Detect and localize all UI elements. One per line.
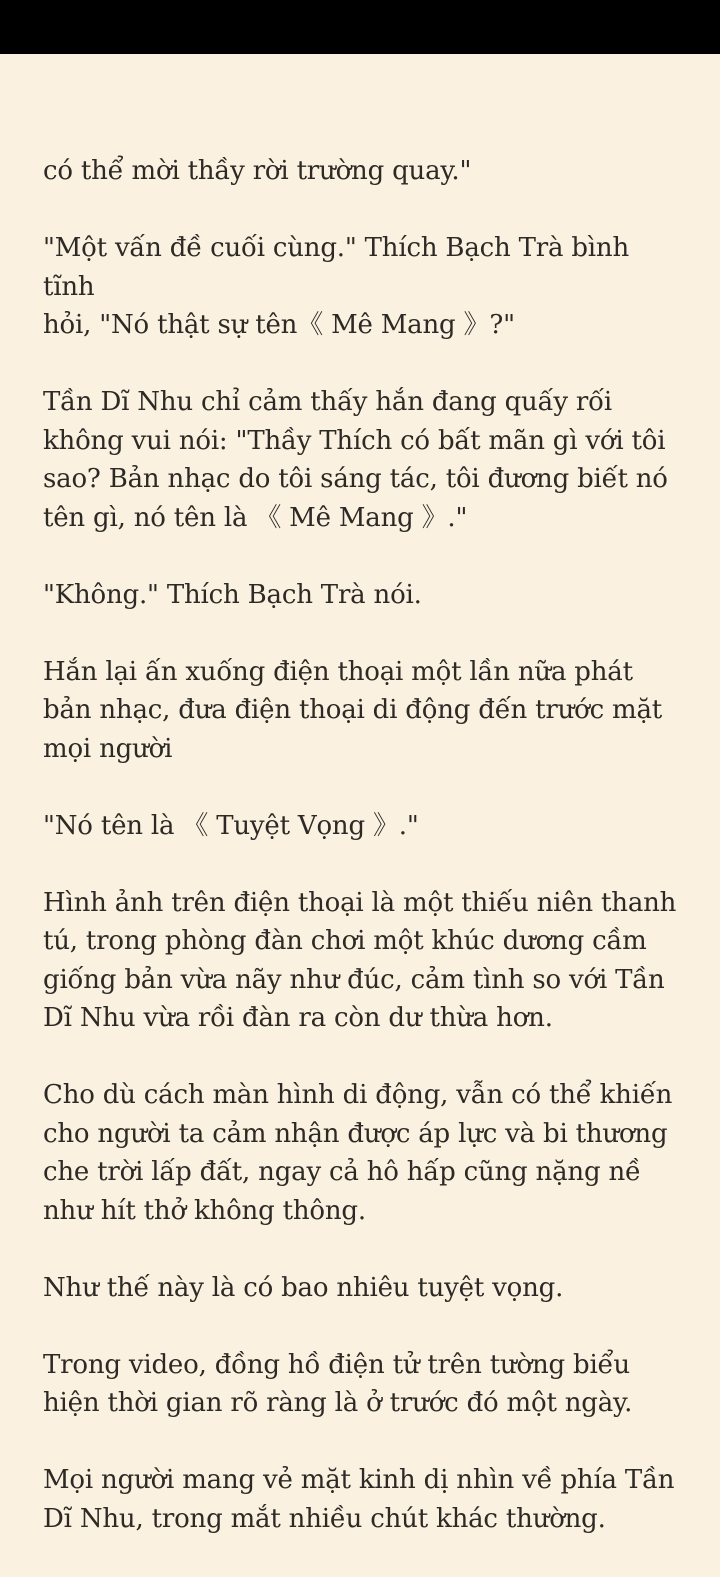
paragraph: Hình ảnh trên điện thoại là một thiếu niên thanh tú, trong phòng đàn chơi một khúc dương cầm giống bản vừa nãy như đúc, cảm tình so với Tần Dĩ Nhu vừa rồi đàn ra còn dư thừa hơn. — [43, 887, 677, 1033]
paragraph: Như thế này là có bao nhiêu tuyệt vọng. — [43, 1272, 564, 1303]
paragraph: Mọi người mang vẻ mặt kinh dị nhìn về phía Tần Dĩ Nhu, trong mắt nhiều chút khác thường. — [43, 1465, 675, 1534]
paragraph: "Một vấn đề cuối cùng." Thích Bạch Trà bình tĩnh hỏi, "Nó thật sự tên《 Mê Mang 》?" — [43, 233, 629, 340]
paragraph: Cho dù cách màn hình di động, vẫn có thể khiến cho người ta cảm nhận được áp lực và bi thương che trời lấp đất, ngay cả hô hấp cũng nặng nề như hít thở không thông. — [43, 1080, 673, 1226]
reader-page[interactable] — [0, 54, 720, 1560]
status-bar — [0, 0, 720, 54]
paragraph: Tần Dĩ Nhu chỉ cảm thấy hắn đang quấy rối không vui nói: "Thầy Thích có bất mãn gì với tôi sao? Bản nhạc do tôi sáng tác, tôi đương biết nó tên gì, nó tên là 《 Mê Mang 》." — [43, 387, 668, 533]
paragraph: "Nó tên là 《 Tuyệt Vọng 》." — [43, 810, 419, 841]
paragraph: Trong video, đồng hồ điện tử trên tường biểu hiện thời gian rõ ràng là ở trước đó một ngày. — [43, 1349, 633, 1418]
paragraph: có thể mời thầy rời trường quay." — [43, 156, 472, 186]
paragraph: "Không." Thích Bạch Trà nói. — [43, 579, 422, 610]
chapter-text — [43, 152, 683, 1577]
paragraph: Hắn lại ấn xuống điện thoại một lần nữa phát bản nhạc, đưa điện thoại di động đến trước mặt mọi người — [43, 656, 663, 764]
